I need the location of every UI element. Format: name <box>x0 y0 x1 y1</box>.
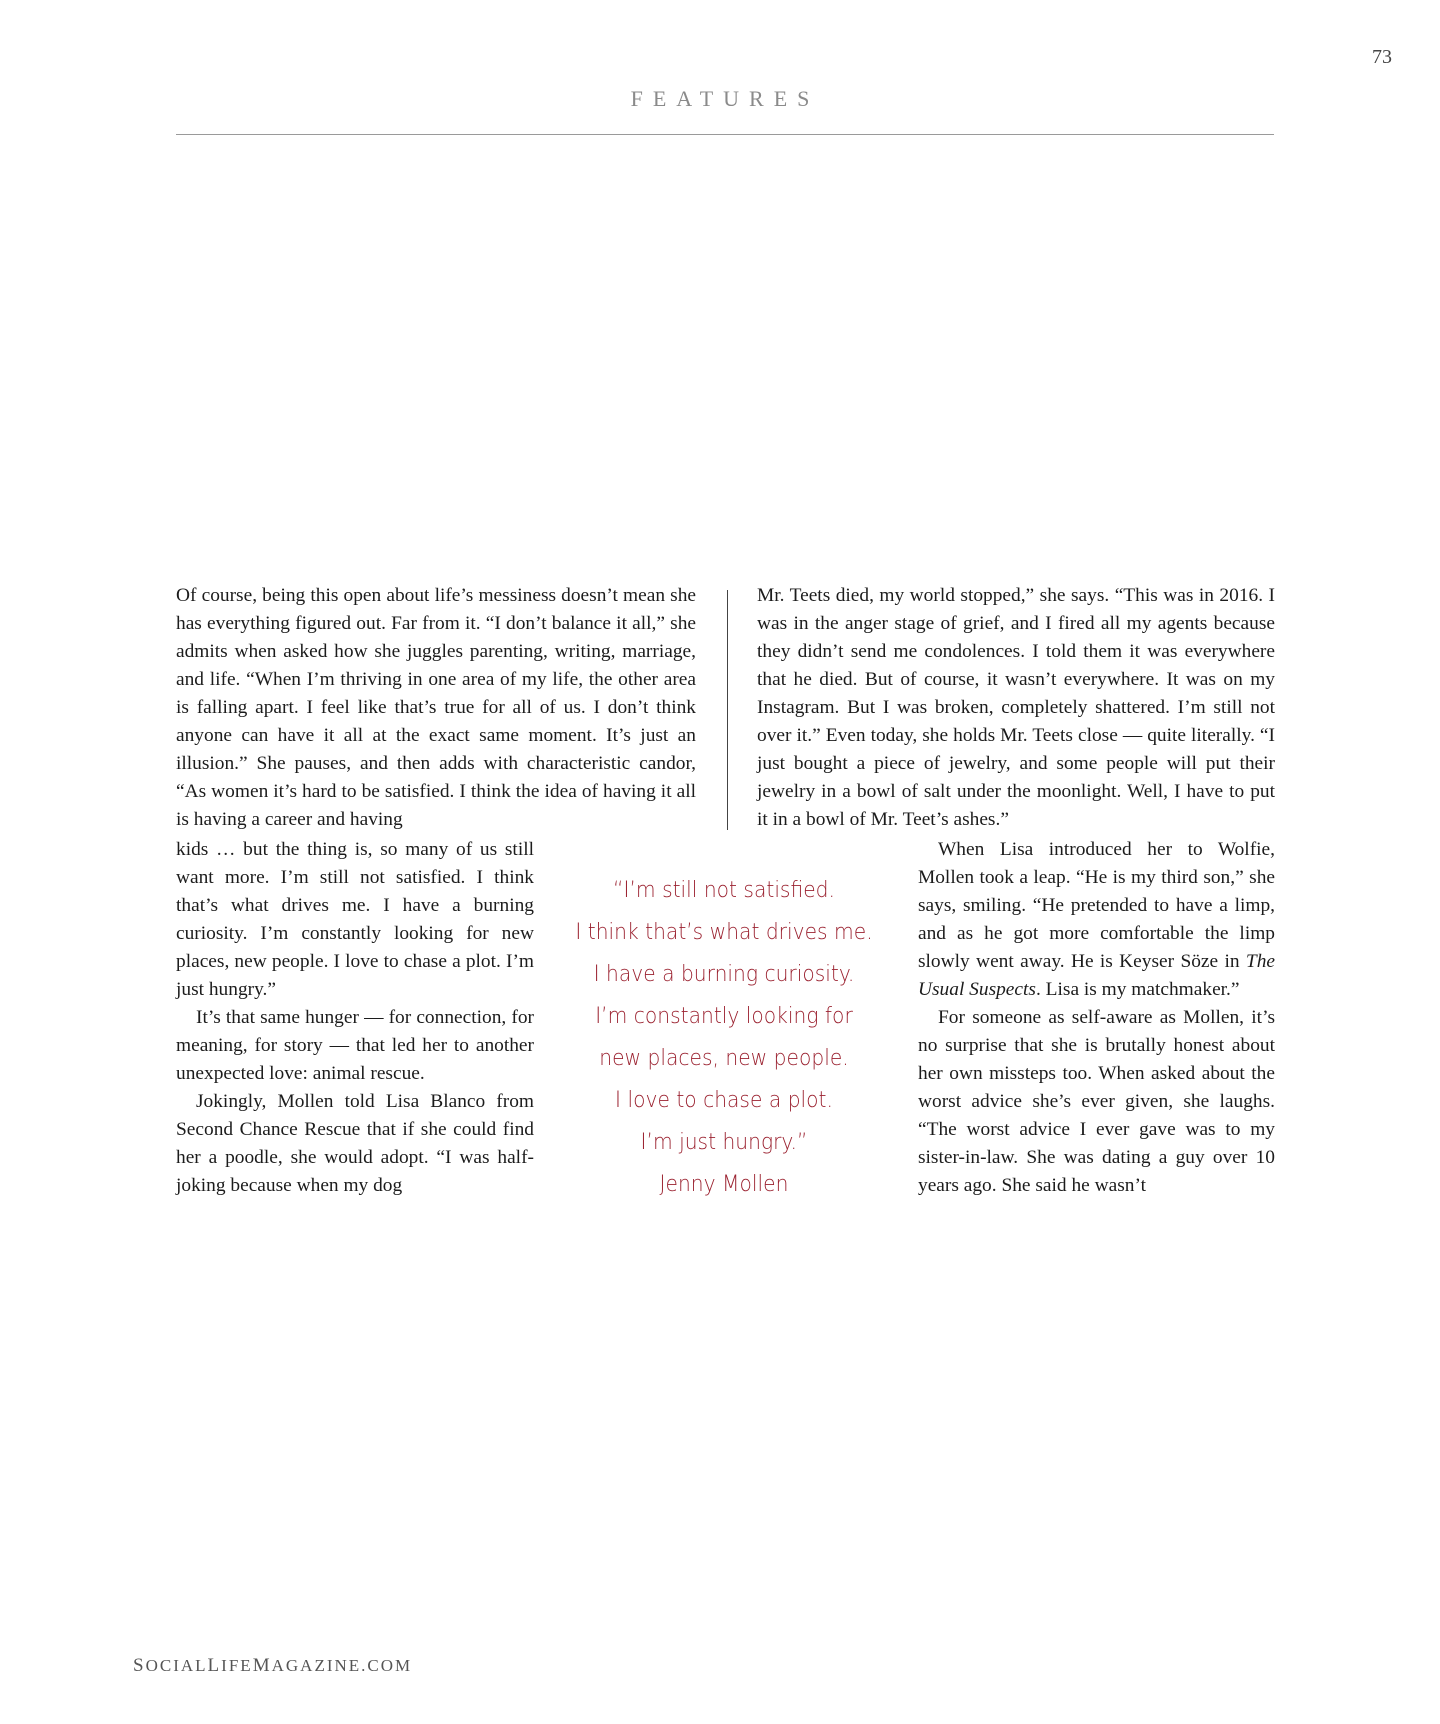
section-header: FEATURES <box>630 86 820 111</box>
pull-quote-line: new places, new people. <box>599 1046 849 1071</box>
pull-quote-line: I think that’s what drives me. <box>575 920 873 945</box>
pull-quote-line: I’m just hungry.” <box>640 1130 808 1155</box>
article-paragraph-right-1 <box>918 836 1275 1004</box>
article-paragraph-left-2: It’s that same hunger — for connection, for meaning, for story — that led her to another unexpected love: animal rescue. <box>176 1007 534 1084</box>
article-paragraph-top-left: Of course, being this open about life’s messiness doesn’t mean she has everything figured out. Far from it. “I don’t balance it all,” she admits when asked how she juggles parenting, writing, marriage, and life. “When I’m thriving in one area of my life, the other area is falling apart. I feel like that’s true for all of us. I don’t think anyone can have it all at the exact same moment. It’s just an illusion.” She pauses, and then adds with characteristic candor, “As women it’s hard to be satisfied. I think the idea of having it all is having a career and having <box>176 585 696 830</box>
article-paragraph-left-3: Jokingly, Mollen told Lisa Blanco from Second Chance Rescue that if she could find her a poodle, she would adopt. “I was half-joking because when my dog <box>176 1091 534 1196</box>
pull-quote-line: “I’m still not satisfied. <box>613 878 835 903</box>
page-number: 73 <box>1372 46 1392 68</box>
header-divider <box>176 134 1274 135</box>
column-divider <box>727 590 728 830</box>
film-title: The Usual Suspects <box>918 951 1275 1000</box>
paragraph-text: . Lisa is my matchmaker.” <box>1035 979 1240 1000</box>
site-footer: SOCIALLIFEMAGAZINE.COM <box>133 1655 413 1676</box>
pull-quote-attribution: Jenny Mollen <box>659 1172 789 1197</box>
pull-quote-line: I love to chase a plot. <box>615 1088 833 1113</box>
article-paragraph-left-1: kids … but the thing is, so many of us still want more. I’m still not satisfied. I think that’s what drives me. I have a burning curiosity. I’m constantly looking for new places, new people. I love to chase a plot. I’m just hungry.” <box>176 839 534 1000</box>
pull-quote <box>573 870 875 1206</box>
article-paragraph-top-right: Mr. Teets died, my world stopped,” she says. “This was in 2016. I was in the anger stage of grief, and I fired all my agents because they didn’t send me condolences. I told them it was everywhere that he died. But of course, it wasn’t everywhere. It was on my Instagram. But I was broken, completely shattered. I’m still not over it.” Even today, she holds Mr. Teets close — quite literally. “I just bought a piece of jewelry, and some people will put their jewelry in a bowl of salt under the moonlight. Well, I have to put it in a bowl of Mr. Teet’s ashes.” <box>757 585 1275 830</box>
pull-quote-line: I’m constantly looking for <box>595 1004 853 1029</box>
article-paragraph-right-2: For someone as self-aware as Mollen, it’s no surprise that she is brutally honest about her own missteps too. When asked about the worst advice she’s ever given, she laughs. “The worst advice I ever gave was to my sister-in-law. She was dating a guy over 10 years ago. She said he wasn’t <box>918 1007 1275 1196</box>
paragraph-text: When Lisa introduced her to Wolfie, Mollen took a leap. “He is my third son,” she says, smiling. “He pretended to have a limp, and as he got more comfortable the limp slowly went away. He is Keyser Söze in <box>918 839 1275 972</box>
pull-quote-line: I have a burning curiosity. <box>593 962 855 987</box>
